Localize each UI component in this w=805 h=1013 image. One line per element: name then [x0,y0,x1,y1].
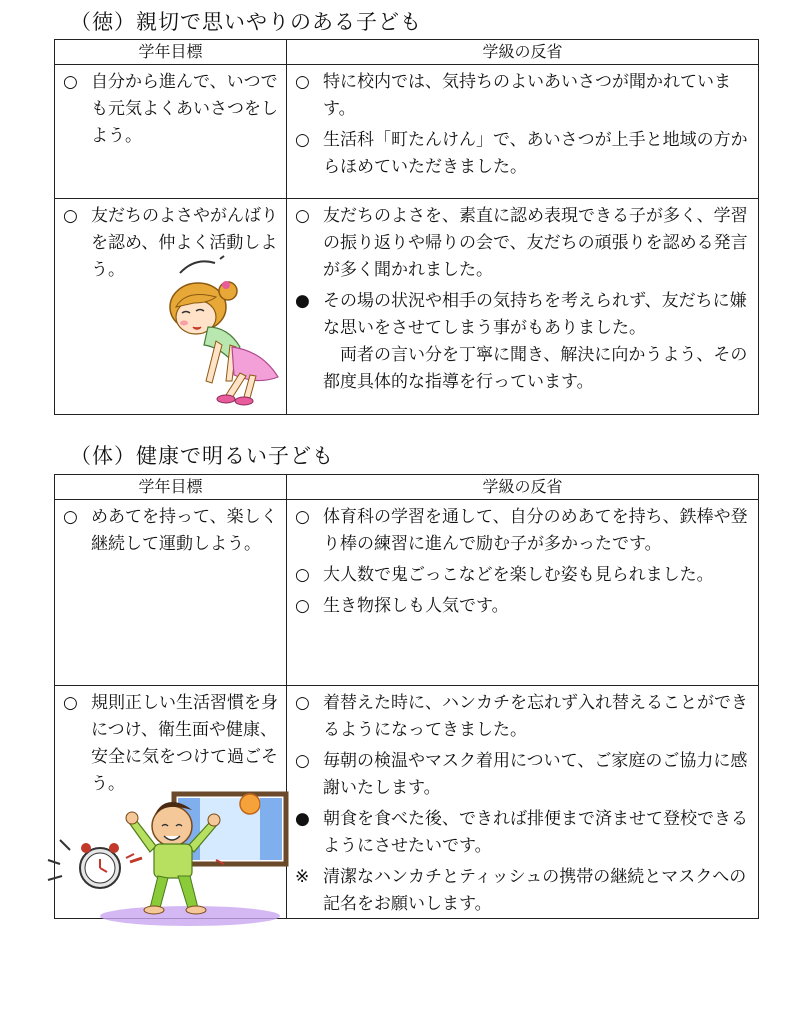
note-mark: ※ [295,867,310,887]
goal-item [61,69,280,150]
reflection-text: 友だちのよさを、素直に認め表現できる子が多く、学習の振り返りや帰りの会で、友だちの頑張りを認める発言が多く聞かれました。 [323,206,748,280]
goal-text: 自分から進んで、いつでも元気よくあいさつをしよう。 [91,72,278,146]
reflection-item [293,690,752,744]
reflection-item [293,203,752,284]
reflection-cell [287,199,759,415]
bullet-mark: ● [295,809,310,829]
bullet-mark: ○ [295,72,310,92]
reflection-item [293,593,752,620]
goal-text: 規則正しい生活習慣を身につけ、衛生面や健康、安全に気をつけて過ごそう。 [91,693,278,794]
reflection-text: 生活科「町たんけん」で、あいさつが上手と地域の方からほめていただきました。 [323,130,748,177]
reflection-cell [287,65,759,199]
reflection-text: 朝食を食べた後、できれば排便まで済ませて登校できるようにさせたいです。 [323,809,748,856]
bullet-mark: ○ [295,507,310,527]
goal-item [61,690,280,798]
goal-text: 友だちのよさやがんばりを認め、仲よく活動しよう。 [91,206,278,280]
header-class-reflection: 学級の反省 [287,475,759,500]
bullet-mark: ○ [295,565,310,585]
bullet-mark: ● [295,291,310,311]
reflection-item [293,806,752,860]
bullet-mark: ○ [295,693,310,713]
bullet-mark: ○ [295,751,310,771]
section-title-health: （体）健康で明るい子ども [70,444,334,468]
reflection-text: 毎朝の検温やマスク着用について、ご家庭のご協力に感謝いたします。 [323,751,748,798]
bullet-mark: ○ [63,72,78,92]
header-class-reflection: 学級の反省 [287,40,759,65]
reflection-text: 特に校内では、気持ちのよいあいさつが聞かれています。 [323,72,731,119]
reflection-cell [287,500,759,686]
reflection-text: 体育科の学習を通して、自分のめあてを持ち、鉄棒や登り棒の練習に進んで励む子が多かったです。 [323,507,748,554]
reflection-cell [287,686,759,919]
bullet-mark: ○ [63,693,78,713]
header-grade-goal: 学年目標 [55,40,287,65]
reflection-note: 両者の言い分を丁寧に聞き、解決に向かうよう、その都度具体的な指導を行っています。 [323,345,748,392]
goal-cell [55,500,287,686]
bullet-mark: ○ [63,507,78,527]
goal-text: めあてを持って、楽しく継続して運動しよう。 [91,507,278,554]
bowing-girl-illustration [160,255,285,407]
bullet-mark: ○ [295,206,310,226]
reflection-text: 生き物探しも人気です。 [323,596,509,616]
reflection-item [293,127,752,181]
header-grade-goal: 学年目標 [55,475,287,500]
goal-cell [55,65,287,199]
bullet-mark: ○ [295,130,310,150]
reflection-item [293,562,752,589]
bullet-mark: ○ [295,596,310,616]
reflection-item [293,748,752,802]
reflection-item [293,504,752,558]
reflection-text: 清潔なハンカチとティッシュの携帯の継続とマスクへの記名をお願いします。 [323,867,747,914]
reflection-text: その場の状況や相手の気持ちを考えられず、友だちに嫌な思いをさせてしまう事がもありました。 [323,291,747,338]
reflection-text: 大人数で鬼ごっこなどを楽しむ姿も見られました。 [323,565,714,585]
stretching-boy-illustration [40,786,290,928]
reflection-item [293,69,752,123]
goal-item [61,504,280,558]
reflection-text: 着替えた時に、ハンカチを忘れず入れ替えることができるようになってきました。 [323,693,748,740]
section-title-virtue: （徳）親切で思いやりのある子ども [70,10,422,34]
bullet-mark: ○ [63,206,78,226]
reflection-item [293,864,752,918]
reflection-item [293,288,752,342]
